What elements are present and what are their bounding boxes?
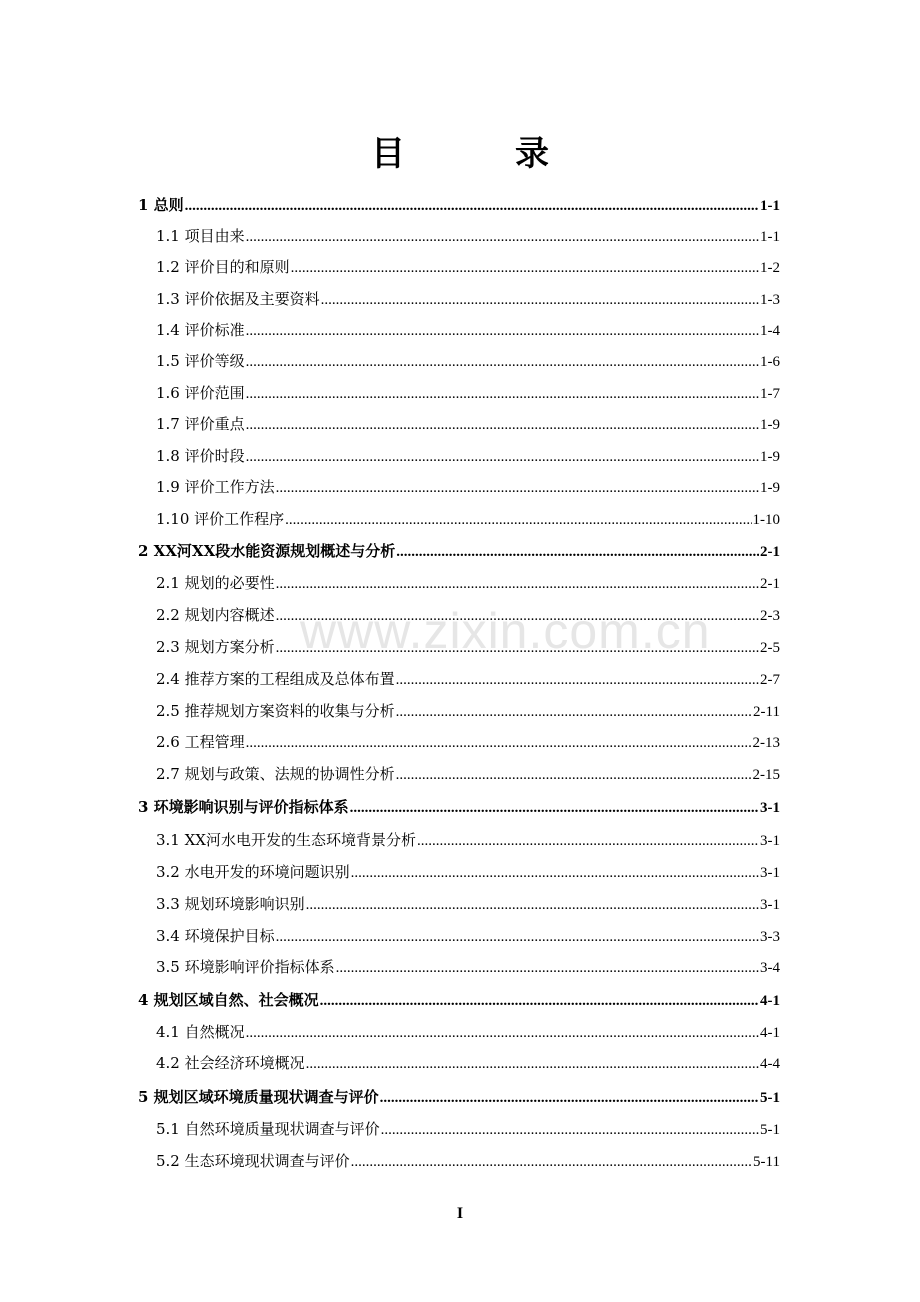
- toc-section-entry[interactable]: [156, 633, 780, 661]
- toc-section-entry[interactable]: [156, 316, 780, 344]
- toc-entry-page: 3-3: [760, 929, 780, 945]
- toc-section-entry[interactable]: [156, 285, 780, 313]
- toc-leader-dots: [336, 954, 759, 982]
- toc-entry-title: 1.4 评价标准: [156, 321, 245, 339]
- toc-leader-dots: [276, 923, 759, 951]
- toc-chapter-entry[interactable]: [138, 793, 780, 821]
- toc-entry-page: 3-1: [760, 865, 780, 881]
- toc-leader-dots: [306, 891, 759, 919]
- toc-entry-title: 2.1 规划的必要性: [156, 574, 275, 592]
- toc-entry-title: 1.6 评价范围: [156, 384, 245, 402]
- toc-chapter-entry[interactable]: [138, 986, 780, 1014]
- watermark: www.zixin.com.cn: [300, 603, 711, 659]
- toc-entry-title: 2.7 规划与政策、法规的协调性分析: [156, 765, 395, 783]
- toc-section-entry[interactable]: [156, 1115, 780, 1143]
- toc-leader-dots: [185, 192, 759, 220]
- toc-section-entry[interactable]: [156, 760, 780, 788]
- toc-entry-title: 1.2 评价目的和原则: [156, 258, 290, 276]
- toc-entry-title: 5.2 生态环境现状调查与评价: [156, 1152, 350, 1170]
- toc-entry-page: 1-4: [760, 323, 780, 339]
- toc-entry-title: 1.3 评价依据及主要资料: [156, 290, 320, 308]
- toc-leader-dots: [246, 348, 759, 376]
- toc-entry-page: 1-1: [760, 229, 780, 245]
- toc-section-entry[interactable]: [156, 442, 780, 470]
- toc-section-entry[interactable]: [156, 505, 780, 533]
- toc-entry-title: 3.2 水电开发的环境问题识别: [156, 863, 350, 881]
- toc-section-entry[interactable]: [156, 953, 780, 981]
- toc-leader-dots: [306, 1050, 759, 1078]
- toc-entry-title: 1.10 评价工作程序: [156, 510, 285, 528]
- toc-section-entry[interactable]: [156, 601, 780, 629]
- toc-section-entry[interactable]: [156, 410, 780, 438]
- toc-entry-title: 3.1 XX河水电开发的生态环境背景分析: [156, 831, 416, 849]
- toc-section-entry[interactable]: [156, 1018, 780, 1046]
- toc-section-entry[interactable]: [156, 1147, 780, 1175]
- toc-entry-page: 3-1: [760, 800, 780, 816]
- toc-leader-dots: [246, 729, 752, 757]
- toc-leader-dots: [321, 286, 759, 314]
- toc-entry-page: 2-3: [760, 608, 780, 624]
- toc-entry-title: 3.4 环境保护目标: [156, 927, 275, 945]
- toc-section-entry[interactable]: [156, 858, 780, 886]
- toc-leader-dots: [396, 698, 752, 726]
- toc-section-entry[interactable]: [156, 665, 780, 693]
- toc-chapter-entry[interactable]: [138, 537, 780, 565]
- toc-entry-page: 1-1: [760, 198, 780, 214]
- toc-entry-title: 3.3 规划环境影响识别: [156, 895, 305, 913]
- toc-entry-title: 1 总则: [138, 196, 184, 214]
- toc-leader-dots: [276, 570, 759, 598]
- toc-section-entry[interactable]: [156, 569, 780, 597]
- toc-entry-page: 1-2: [760, 260, 780, 276]
- toc-entry-title: 1.5 评价等级: [156, 352, 245, 370]
- toc-entry-title: 4.2 社会经济环境概况: [156, 1054, 305, 1072]
- toc-chapter-entry[interactable]: [138, 1083, 780, 1111]
- toc-entry-title: 1.9 评价工作方法: [156, 478, 275, 496]
- toc-leader-dots: [276, 602, 759, 630]
- toc-entry-page: 1-9: [760, 480, 780, 496]
- toc-entry-page: 2-5: [760, 640, 780, 656]
- toc-leader-dots: [320, 987, 759, 1015]
- toc-entry-page: 3-1: [760, 897, 780, 913]
- toc-leader-dots: [351, 859, 759, 887]
- toc-section-entry[interactable]: [156, 1049, 780, 1077]
- toc-leader-dots: [396, 761, 752, 789]
- toc-entry-page: 5-1: [760, 1090, 780, 1106]
- toc-entry-page: 4-4: [760, 1056, 780, 1072]
- toc-section-entry[interactable]: [156, 728, 780, 756]
- toc-section-entry[interactable]: [156, 379, 780, 407]
- toc-leader-dots: [246, 1019, 759, 1047]
- toc-entry-title: 2.5 推荐规划方案资料的收集与分析: [156, 702, 395, 720]
- toc-entry-page: 4-1: [760, 993, 780, 1009]
- toc-chapter-entry[interactable]: [138, 191, 780, 219]
- toc-leader-dots: [246, 411, 759, 439]
- toc-entry-title: 2.2 规划内容概述: [156, 606, 275, 624]
- toc-leader-dots: [246, 223, 759, 251]
- toc-section-entry[interactable]: [156, 890, 780, 918]
- toc-section-entry[interactable]: [156, 826, 780, 854]
- toc-entry-page: 2-15: [752, 767, 780, 783]
- toc-leader-dots: [396, 666, 759, 694]
- toc-leader-dots: [246, 317, 759, 345]
- toc-entry-page: 1-3: [760, 292, 780, 308]
- toc-entry-title: 2 XX河XX段水能资源规划概述与分析: [138, 542, 396, 560]
- toc-entry-title: 4.1 自然概况: [156, 1023, 245, 1041]
- toc-entry-page: 2-1: [760, 544, 780, 560]
- toc-entry-title: 5.1 自然环境质量现状调查与评价: [156, 1120, 380, 1138]
- toc-entry-page: 5-1: [760, 1122, 780, 1138]
- toc-entry-page: 1-9: [760, 417, 780, 433]
- toc-leader-dots: [246, 443, 759, 471]
- toc-entry-page: 5-11: [753, 1154, 780, 1170]
- toc-leader-dots: [246, 380, 759, 408]
- toc-entry-title: 4 规划区域自然、社会概况: [138, 991, 319, 1009]
- toc-entry-title: 2.3 规划方案分析: [156, 638, 275, 656]
- toc-entry-page: 2-11: [753, 704, 780, 720]
- toc-entry-title: 3 环境影响识别与评价指标体系: [138, 798, 349, 816]
- toc-leader-dots: [381, 1116, 759, 1144]
- toc-entry-page: 1-7: [760, 386, 780, 402]
- toc-leader-dots: [380, 1084, 759, 1112]
- toc-section-entry[interactable]: [156, 473, 780, 501]
- toc-entry-page: 1-9: [760, 449, 780, 465]
- toc-entry-page: 3-4: [760, 960, 780, 976]
- toc-entry-page: 1-6: [760, 354, 780, 370]
- toc-section-entry[interactable]: [156, 222, 780, 250]
- toc-entry-title: 5 规划区域环境质量现状调查与评价: [138, 1088, 379, 1106]
- toc-leader-dots: [291, 254, 759, 282]
- toc-entry-title: 2.4 推荐方案的工程组成及总体布置: [156, 670, 395, 688]
- toc-leader-dots: [351, 1148, 752, 1176]
- toc-entry-page: 2-13: [752, 735, 780, 751]
- toc-leader-dots: [285, 506, 751, 534]
- toc-entry-page: 4-1: [760, 1025, 780, 1041]
- page-number: I: [456, 1205, 464, 1222]
- toc-entry-page: 3-1: [760, 833, 780, 849]
- toc-entry-title: 1.7 评价重点: [156, 415, 245, 433]
- toc-leader-dots: [417, 827, 759, 855]
- toc-section-entry[interactable]: [156, 922, 780, 950]
- page-title: 目 录: [371, 134, 587, 174]
- toc-entry-title: 3.5 环境影响评价指标体系: [156, 958, 335, 976]
- toc-leader-dots: [276, 474, 759, 502]
- toc-section-entry[interactable]: [156, 347, 780, 375]
- toc-entry-page: 2-1: [760, 576, 780, 592]
- toc-section-entry[interactable]: [156, 697, 780, 725]
- toc-section-entry[interactable]: [156, 253, 780, 281]
- toc-entry-title: 2.6 工程管理: [156, 733, 245, 751]
- toc-leader-dots: [396, 538, 759, 566]
- toc-entry-page: 1-10: [752, 512, 780, 528]
- toc-entry-title: 1.1 项目由来: [156, 227, 245, 245]
- toc-entry-title: 1.8 评价时段: [156, 447, 245, 465]
- toc-leader-dots: [350, 794, 759, 822]
- toc-leader-dots: [276, 634, 759, 662]
- toc-entry-page: 2-7: [760, 672, 780, 688]
